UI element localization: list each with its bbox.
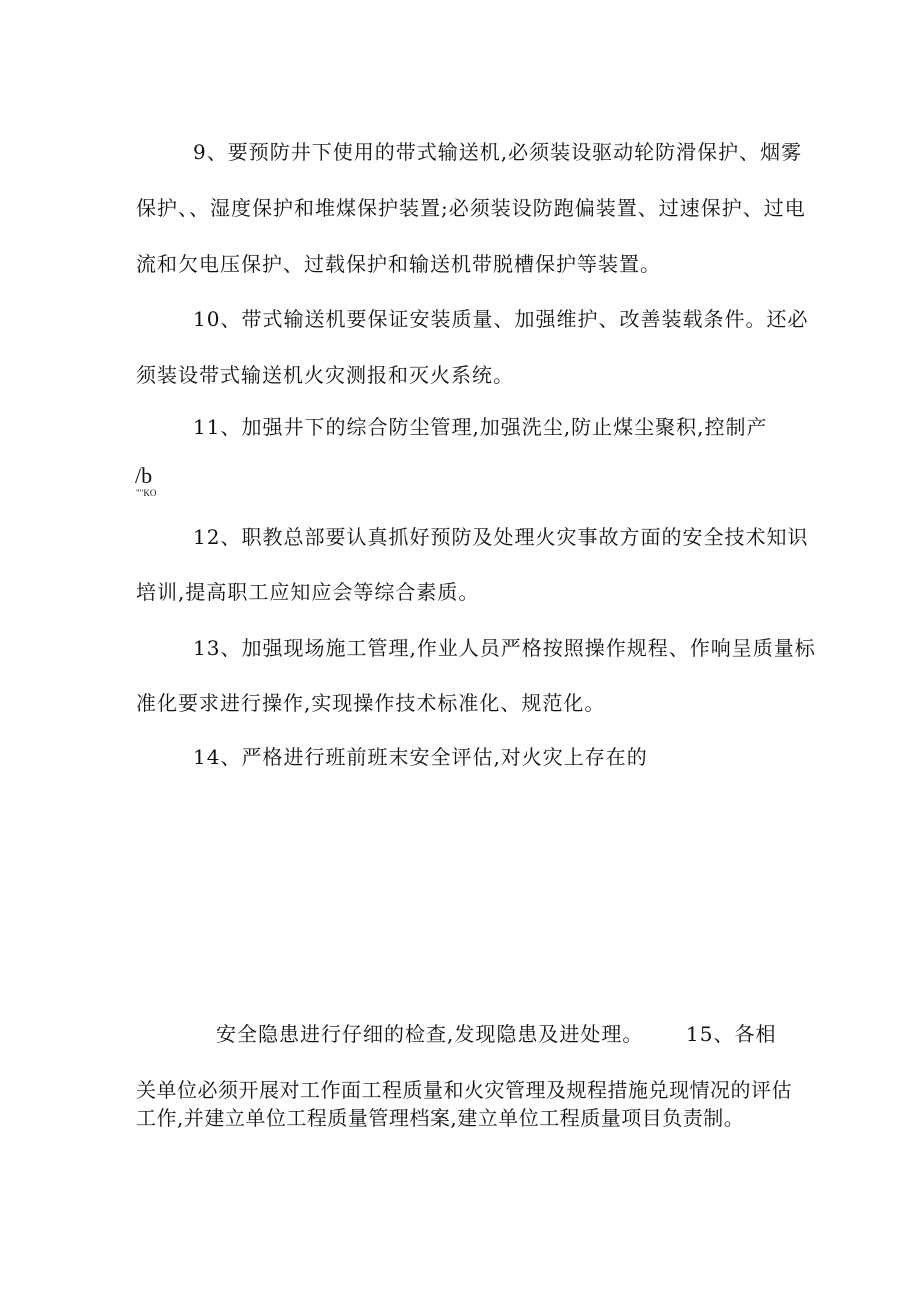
paragraph-15-start: 15、各相 xyxy=(686,1022,777,1046)
paragraph-13-line-1: 13、加强现场施工管理,作业人员严格按照操作规程、作响呈质量标 xyxy=(193,636,816,660)
paragraph-9-line-2: 保护、、湿度保护和堆煤保护装置;必须装设防跑偏装置、过速保护、过电 xyxy=(136,196,806,220)
fragment-slash-b: /b xyxy=(135,463,153,488)
paragraph-9-line-3: 流和欠电压保护、过载保护和输送机带脱槽保护等装置。 xyxy=(136,252,661,276)
paragraph-12-line-2: 培训,提高职工应知应会等综合素质。 xyxy=(136,580,480,604)
paragraph-10-line-2: 须装设带式输送机火灾测报和灭火系统。 xyxy=(136,363,514,387)
paragraph-15-line-2: 工作,并建立单位工程质量管理档案,建立单位工程质量项目负责制。 xyxy=(136,1106,745,1130)
paragraph-10-line-1: 10、带式输送机要保证安装质量、加强维护、改善装载条件。还必 xyxy=(193,307,809,331)
paragraph-14-continuation: 安全隐患进行仔细的检查,发现隐患及进处理。 xyxy=(216,1022,644,1046)
paragraph-13-line-2: 准化要求进行操作,实现操作技术标准化、规范化。 xyxy=(136,691,606,715)
paragraph-15-line-1: 关单位必须开展对工作面工程质量和火灾管理及规程措施兑现情况的评估 xyxy=(136,1078,792,1102)
paragraph-9-line-1: 9、要预防井下使用的带式输送机,必须装设驱动轮防滑保护、烟雾 xyxy=(193,140,803,164)
fragment-small-text: ""KO xyxy=(136,488,157,498)
paragraph-11-line-1: 11、加强井下的综合防尘管理,加强洗尘,防止煤尘聚积,控制产 xyxy=(193,415,768,439)
paragraph-14-line-1: 14、严格进行班前班末安全评估,对火灾上存在的 xyxy=(193,745,648,769)
paragraph-12-line-1: 12、职教总部要认真抓好预防及处理火灾事故方面的安全技术知识 xyxy=(193,525,809,549)
